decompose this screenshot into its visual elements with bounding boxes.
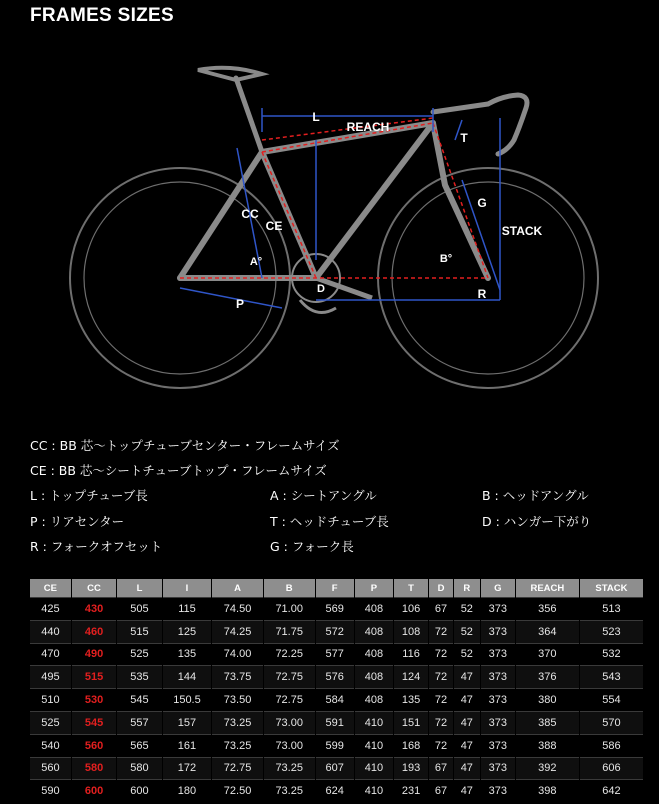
column-header: I [162, 579, 212, 598]
table-cell: 572 [315, 620, 354, 643]
legend-d: D : ハンガー下がり [482, 514, 592, 529]
table-cell: 560 [71, 734, 116, 757]
column-header: F [315, 579, 354, 598]
table-cell: 72 [429, 734, 454, 757]
table-cell: 47 [453, 734, 480, 757]
table-cell: 408 [354, 643, 393, 666]
column-header: B [263, 579, 315, 598]
table-cell: 115 [162, 598, 212, 621]
table-cell: 52 [453, 643, 480, 666]
label-t: T [460, 131, 468, 145]
table-cell: 408 [354, 620, 393, 643]
table-cell: 425 [30, 598, 71, 621]
table-cell: 577 [315, 643, 354, 666]
table-cell: 73.00 [263, 734, 315, 757]
table-cell: 72 [429, 666, 454, 689]
table-cell: 410 [354, 757, 393, 780]
table-cell: 373 [480, 689, 515, 712]
table-cell: 470 [30, 643, 71, 666]
label-d: D [317, 283, 325, 295]
table-cell: 624 [315, 780, 354, 802]
table-cell: 47 [453, 757, 480, 780]
table-row [30, 734, 644, 757]
table-cell: 161 [162, 734, 212, 757]
table-cell: 125 [162, 620, 212, 643]
table-cell: 607 [315, 757, 354, 780]
table-cell: 557 [117, 711, 162, 734]
label-b-angle: B° [439, 253, 453, 265]
table-cell: 73.25 [212, 711, 264, 734]
column-header: P [354, 579, 393, 598]
table-cell: 116 [394, 643, 429, 666]
table-cell: 590 [30, 780, 71, 802]
table-cell: 410 [354, 711, 393, 734]
table-cell: 591 [315, 711, 354, 734]
table-cell: 72 [429, 689, 454, 712]
table-cell: 364 [515, 620, 579, 643]
table-row [30, 757, 644, 780]
column-header: CE [30, 579, 71, 598]
table-cell: 392 [515, 757, 579, 780]
table-cell: 74.50 [212, 598, 264, 621]
table-cell: 373 [480, 757, 515, 780]
table-cell: 373 [480, 734, 515, 757]
table-cell: 376 [515, 666, 579, 689]
label-r: R [477, 287, 487, 301]
table-cell: 554 [579, 689, 643, 712]
table-cell: 73.25 [263, 757, 315, 780]
table-cell: 124 [394, 666, 429, 689]
table-cell: 67 [429, 757, 454, 780]
legend-l: L : トップチューブ長 [30, 488, 148, 503]
table-cell: 569 [315, 598, 354, 621]
table-cell: 584 [315, 689, 354, 712]
label-p: P [235, 297, 245, 311]
table-cell: 144 [162, 666, 212, 689]
table-row [30, 711, 644, 734]
frame-size-table [30, 579, 644, 802]
table-cell: 600 [71, 780, 116, 802]
table-cell: 150.5 [162, 689, 212, 712]
table-cell: 515 [71, 666, 116, 689]
column-header: REACH [515, 579, 579, 598]
legend-t: T : ヘッドチューブ長 [270, 514, 389, 529]
table-cell: 231 [394, 780, 429, 802]
table-cell: 373 [480, 666, 515, 689]
table-cell: 106 [394, 598, 429, 621]
label-ce: CE [265, 219, 283, 233]
table-row [30, 780, 644, 802]
column-header: G [480, 579, 515, 598]
legend-a: A : シートアングル [270, 488, 377, 503]
table-cell: 135 [394, 689, 429, 712]
table-cell: 642 [579, 780, 643, 802]
table-cell: 408 [354, 666, 393, 689]
legend-ce: CE : BB 芯～シートチューブトップ・フレームサイズ [30, 463, 327, 478]
column-header: T [394, 579, 429, 598]
table-cell: 530 [71, 689, 116, 712]
table-cell: 71.75 [263, 620, 315, 643]
label-stack: STACK [501, 224, 543, 238]
table-cell: 388 [515, 734, 579, 757]
table-cell: 380 [515, 689, 579, 712]
table-cell: 157 [162, 711, 212, 734]
table-cell: 410 [354, 780, 393, 802]
table-row [30, 689, 644, 712]
column-header: R [453, 579, 480, 598]
table-cell: 505 [117, 598, 162, 621]
column-header: L [117, 579, 162, 598]
table-cell: 73.25 [263, 780, 315, 802]
table-cell: 67 [429, 780, 454, 802]
table-cell: 180 [162, 780, 212, 802]
label-reach: REACH [346, 120, 390, 134]
table-row [30, 598, 644, 621]
crankset [292, 254, 372, 313]
stem-handlebar [433, 95, 527, 154]
table-cell: 440 [30, 620, 71, 643]
legend-g: G : フォーク長 [270, 539, 354, 554]
table-cell: 560 [30, 757, 71, 780]
table-cell: 73.00 [263, 711, 315, 734]
legend-r: R : フォークオフセット [30, 539, 163, 554]
table-row [30, 666, 644, 689]
legend-cc: CC : BB 芯～トップチューブセンター・フレームサイズ [30, 438, 340, 453]
table-cell: 72.50 [212, 780, 264, 802]
table-cell: 373 [480, 598, 515, 621]
label-cc: CC [241, 207, 259, 221]
table-cell: 513 [579, 598, 643, 621]
table-cell: 168 [394, 734, 429, 757]
table-cell: 356 [515, 598, 579, 621]
table-cell: 580 [117, 757, 162, 780]
table-cell: 47 [453, 711, 480, 734]
table-cell: 108 [394, 620, 429, 643]
page-title: FRAMES SIZES [30, 5, 175, 26]
table-cell: 52 [453, 598, 480, 621]
table-row [30, 620, 644, 643]
table-cell: 74.00 [212, 643, 264, 666]
table-cell: 543 [579, 666, 643, 689]
table-cell: 373 [480, 780, 515, 802]
table-cell: 525 [117, 643, 162, 666]
table-cell: 606 [579, 757, 643, 780]
table-cell: 576 [315, 666, 354, 689]
table-cell: 72.75 [263, 666, 315, 689]
table-cell: 599 [315, 734, 354, 757]
table-cell: 373 [480, 643, 515, 666]
bike-geometry-diagram [0, 40, 659, 430]
table-cell: 135 [162, 643, 212, 666]
table-cell: 460 [71, 620, 116, 643]
table-cell: 565 [117, 734, 162, 757]
table-cell: 47 [453, 780, 480, 802]
table-cell: 370 [515, 643, 579, 666]
table-cell: 52 [453, 620, 480, 643]
column-header: A [212, 579, 264, 598]
table-cell: 586 [579, 734, 643, 757]
table-cell: 73.50 [212, 689, 264, 712]
table-cell: 600 [117, 780, 162, 802]
table-cell: 47 [453, 689, 480, 712]
label-a-angle: A° [249, 256, 263, 268]
table-cell: 72.75 [263, 689, 315, 712]
table-cell: 193 [394, 757, 429, 780]
table-cell: 545 [71, 711, 116, 734]
table-cell: 71.00 [263, 598, 315, 621]
table-cell: 72.25 [263, 643, 315, 666]
table-cell: 430 [71, 598, 116, 621]
table-cell: 151 [394, 711, 429, 734]
table-cell: 398 [515, 780, 579, 802]
table-cell: 385 [515, 711, 579, 734]
table-cell: 47 [453, 666, 480, 689]
seatpost-saddle [198, 68, 262, 152]
table-cell: 515 [117, 620, 162, 643]
table-cell: 523 [579, 620, 643, 643]
table-cell: 67 [429, 598, 454, 621]
label-l: L [312, 110, 320, 124]
table-cell: 545 [117, 689, 162, 712]
table-cell: 74.25 [212, 620, 264, 643]
legend-p: P : リアセンター [30, 514, 125, 529]
table-cell: 373 [480, 711, 515, 734]
table-cell: 525 [30, 711, 71, 734]
table-cell: 580 [71, 757, 116, 780]
table-cell: 73.25 [212, 734, 264, 757]
column-header: CC [71, 579, 116, 598]
table-cell: 73.75 [212, 666, 264, 689]
table-row [30, 643, 644, 666]
table-cell: 510 [30, 689, 71, 712]
table-body [30, 598, 644, 803]
table-cell: 495 [30, 666, 71, 689]
table-cell: 532 [579, 643, 643, 666]
table-cell: 72.75 [212, 757, 264, 780]
table-cell: 540 [30, 734, 71, 757]
column-header: D [429, 579, 454, 598]
table-cell: 172 [162, 757, 212, 780]
table-cell: 570 [579, 711, 643, 734]
legend-b: B : ヘッドアングル [482, 488, 589, 503]
label-g: G [477, 196, 487, 210]
table-cell: 408 [354, 689, 393, 712]
table-cell: 373 [480, 620, 515, 643]
table-cell: 410 [354, 734, 393, 757]
table-cell: 490 [71, 643, 116, 666]
column-header: STACK [579, 579, 643, 598]
table-header-row [30, 579, 644, 598]
table-cell: 72 [429, 620, 454, 643]
table-cell: 72 [429, 711, 454, 734]
table-cell: 535 [117, 666, 162, 689]
table-cell: 408 [354, 598, 393, 621]
table-cell: 72 [429, 643, 454, 666]
